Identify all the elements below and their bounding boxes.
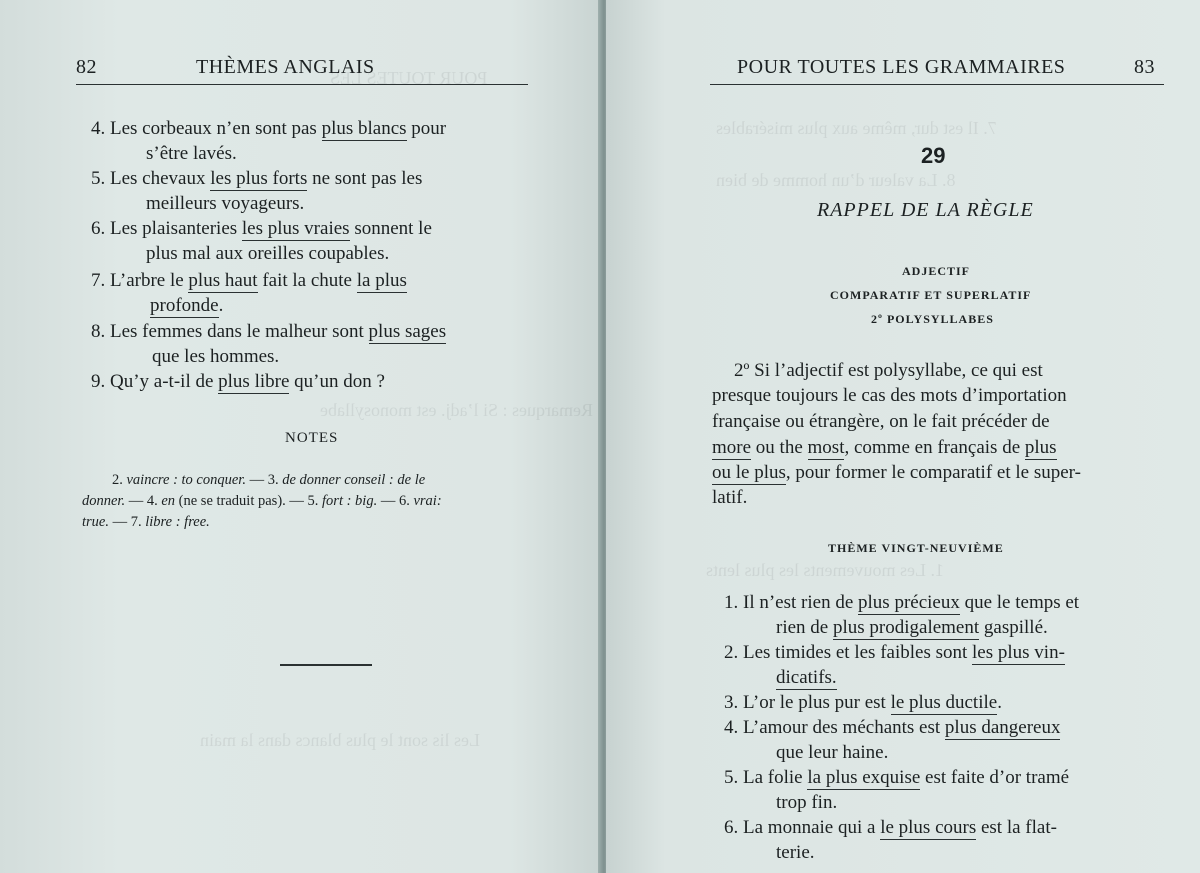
item-text: rien de	[776, 617, 833, 638]
lesson-title: RAPPEL DE LA RÈGLE	[817, 199, 1034, 221]
header-rule	[76, 84, 528, 85]
section-divider	[280, 664, 372, 666]
item-number: 2.	[724, 642, 739, 663]
item-number: 8.	[91, 321, 106, 342]
item-number: 6.	[91, 218, 106, 239]
note-number: — 4.	[125, 493, 162, 509]
show-through-text: Remarques : Si l’adj. est monosyllabe	[320, 400, 593, 420]
rule-paragraph-line: presque toujours le cas des mots d’importation	[712, 385, 1067, 406]
underlined-phrase: plus précieux	[858, 592, 960, 613]
list-item-continuation: que les hommes.	[152, 346, 280, 367]
underlined-phrase: plus prodigalement	[832, 617, 980, 638]
list-item	[724, 690, 1002, 715]
list-item-continuation: que leur haine.	[776, 742, 889, 763]
item-text: Les plaisanteries	[110, 218, 242, 239]
notes-line	[82, 491, 442, 512]
note-number: — 7.	[108, 514, 146, 530]
list-item-continuation: meilleurs voyageurs.	[146, 193, 305, 214]
notes-line	[112, 470, 425, 491]
item-number: 7.	[91, 270, 106, 291]
running-header: POUR TOUTES LES GRAMMAIRES	[737, 56, 1066, 78]
note-text: libre : free.	[145, 514, 210, 530]
underlined-phrase: dicatifs.	[776, 667, 837, 688]
header-rule	[710, 84, 1164, 85]
underlined-phrase: plus	[1024, 437, 1057, 458]
list-item	[91, 116, 446, 141]
item-number: 6.	[724, 817, 739, 838]
underlined-phrase: plus haut	[188, 270, 258, 291]
item-number: 5.	[724, 767, 739, 788]
show-through-text: Les lis sont le plus blancs dans la main	[200, 730, 480, 750]
notes-line	[82, 512, 210, 533]
paragraph-text: ou the	[751, 437, 808, 458]
item-text: Les femmes dans le malheur sont	[110, 321, 369, 342]
item-text: Les timides et les faibles sont	[743, 642, 973, 663]
list-item-continuation	[150, 293, 223, 318]
rule-paragraph-line: 2º Si l’adjectif est polysyllabe, ce qui est	[734, 360, 1043, 381]
running-header: THÈMES ANGLAIS	[196, 56, 375, 78]
item-text: .	[218, 295, 224, 316]
item-text: La monnaie qui a	[743, 817, 881, 838]
item-number: 4.	[724, 717, 739, 738]
list-item-continuation	[776, 665, 837, 690]
note-number: 2.	[112, 472, 127, 488]
note-text: en	[161, 493, 176, 509]
note-text: fort : big.	[322, 493, 378, 509]
item-text: Les chevaux	[110, 168, 211, 189]
list-item	[724, 815, 1057, 840]
item-text: est faite d’or tramé	[920, 767, 1070, 788]
list-item	[91, 369, 385, 394]
underlined-phrase: plus blancs	[321, 118, 407, 139]
note-text: de donner conseil : de le	[282, 472, 426, 488]
list-item-continuation: s’être lavés.	[146, 143, 237, 164]
theme-title: THÈME VINGT-NEUVIÈME	[828, 541, 1004, 555]
underlined-phrase: profonde	[150, 295, 219, 316]
show-through-text: 8. La valeur d’un homme de bien	[716, 170, 956, 190]
page-number: 83	[1134, 56, 1155, 78]
paragraph-text: , pour former le comparatif et le super-	[785, 462, 1081, 483]
note-text: donner.	[82, 493, 126, 509]
show-through-text: POUR TOUTES LES	[330, 68, 488, 88]
item-text: pour	[406, 118, 447, 139]
item-number: 9.	[91, 371, 106, 392]
underlined-phrase: le plus cours	[880, 817, 977, 838]
list-item	[724, 715, 1060, 740]
item-number: 1.	[724, 592, 739, 613]
list-item	[91, 268, 407, 293]
list-item	[724, 640, 1065, 665]
underlined-phrase: la plus	[356, 270, 407, 291]
show-through-text: 1. Les mouvements les plus lents	[706, 560, 944, 580]
list-item	[91, 216, 432, 241]
notes-title: NOTES	[285, 430, 339, 446]
underlined-phrase: le plus ductile	[890, 692, 998, 713]
rule-paragraph-line: latif.	[712, 487, 748, 508]
underlined-phrase: plus sages	[368, 321, 447, 342]
underlined-phrase: les plus forts	[210, 168, 308, 189]
underlined-phrase: most	[807, 437, 845, 458]
paragraph-text: , comme en français de	[844, 437, 1025, 458]
note-text: (ne se traduit pas). — 5.	[175, 493, 323, 509]
underlined-phrase: plus dangereux	[944, 717, 1061, 738]
item-text: .	[997, 692, 1002, 713]
item-text: ne sont pas les	[307, 168, 423, 189]
item-text: Qu’y a-t-il de	[110, 371, 219, 392]
item-text: L’or le plus pur est	[743, 692, 891, 713]
list-item-continuation: trop fin.	[776, 792, 838, 813]
note-number: — 3.	[245, 472, 283, 488]
item-text: que le temps et	[959, 592, 1080, 613]
list-item	[91, 166, 422, 191]
list-item-continuation	[776, 615, 1048, 640]
rule-paragraph-line	[712, 460, 1081, 485]
page-number: 82	[76, 56, 97, 78]
rule-paragraph-line	[712, 435, 1057, 460]
item-text: qu’un don ?	[289, 371, 385, 392]
item-text: L’amour des méchants est	[743, 717, 945, 738]
subheading-polysyllabes: 2º POLYSYLLABES	[871, 312, 994, 326]
item-text: Il n’est rien de	[743, 592, 859, 613]
subheading-comparatif: COMPARATIF ET SUPERLATIF	[830, 288, 1032, 302]
rule-paragraph-line: française ou étrangère, on le fait précéder de	[712, 411, 1050, 432]
item-text: L’arbre le	[110, 270, 189, 291]
underlined-phrase: ou le plus	[712, 462, 786, 483]
underlined-phrase: more	[712, 437, 752, 458]
underlined-phrase: les plus vin-	[972, 642, 1065, 663]
item-text: Les corbeaux n’en sont pas	[110, 118, 322, 139]
item-text: sonnent le	[349, 218, 432, 239]
item-number: 4.	[91, 118, 106, 139]
list-item	[91, 319, 446, 344]
list-item	[724, 765, 1069, 790]
item-text: gaspillé.	[979, 617, 1048, 638]
item-number: 5.	[91, 168, 106, 189]
lesson-number: 29	[921, 143, 946, 168]
item-text: fait la chute	[257, 270, 357, 291]
note-number: — 6.	[377, 493, 414, 509]
list-item-continuation: terie.	[776, 842, 815, 863]
underlined-phrase: plus libre	[218, 371, 290, 392]
item-text: La folie	[743, 767, 808, 788]
show-through-text: 7. Il est dur, même aux plus misérables	[716, 118, 997, 138]
list-item	[724, 590, 1079, 615]
list-item-continuation: plus mal aux oreilles coupables.	[146, 243, 390, 264]
underlined-phrase: la plus exquise	[807, 767, 921, 788]
note-text: true.	[82, 514, 109, 530]
note-text: vrai:	[413, 493, 442, 509]
right-page	[606, 0, 1200, 873]
item-number: 3.	[724, 692, 739, 713]
subheading-adjectif: ADJECTIF	[902, 264, 971, 278]
note-text: vaincre : to conquer.	[126, 472, 246, 488]
underlined-phrase: les plus vraies	[241, 218, 350, 239]
item-text: est la flat-	[976, 817, 1057, 838]
